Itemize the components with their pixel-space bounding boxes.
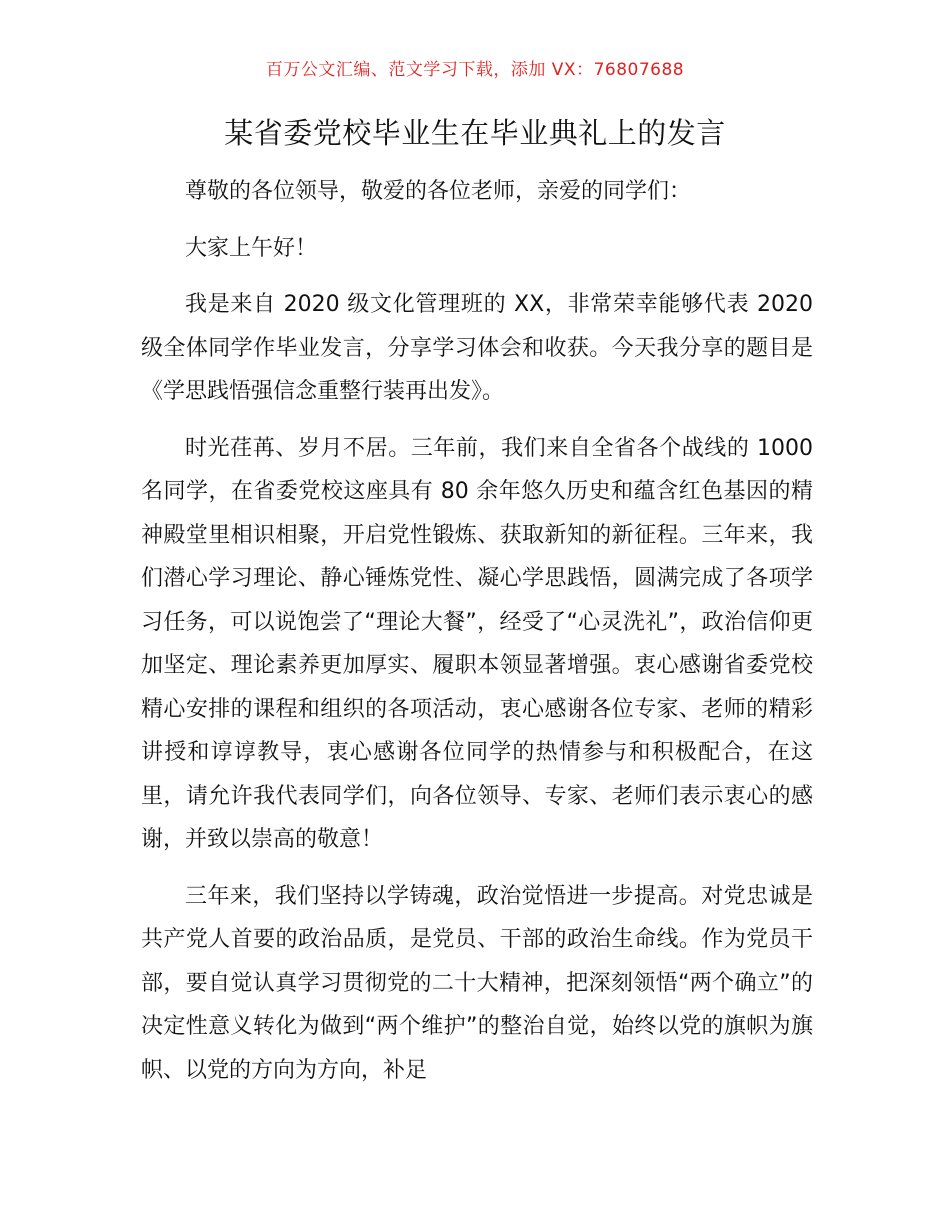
introduction-paragraph: 我是来自 2020 级文化管理班的 XX，非常荣幸能够代表 2020 级全体同学作毕业发言，分享学习体会和收获。今天我分享的题目是《学思践悟强信念重整行装再出发》。: [141, 292, 813, 404]
political-awareness-paragraph: 三年来，我们坚持以学铸魂，政治觉悟进一步提高。对党忠诚是共产党人首要的政治品质，是党员、干部的政治生命线。作为党员干部，要自觉认真学习贯彻党的二十大精神，把深刻领悟“两个确立”的决定性意义转化为做到“两个维护”的整治自觉，始终以党的旗帜为旗帜、以党的方向为方向，补足: [141, 883, 813, 1083]
document-body: [141, 170, 813, 1092]
greeting-paragraph: 大家上午好！: [185, 235, 318, 261]
salutation-paragraph: 尊敬的各位领导，敬爱的各位老师，亲爱的同学们：: [185, 179, 692, 204]
document-title: 某省委党校毕业生在毕业典礼上的发言: [224, 116, 726, 150]
gratitude-paragraph: 时光荏苒、岁月不居。三年前，我们来自全省各个战线的 1000 名同学，在省委党校这座具有 80 余年悠久历史和蕴含红色基因的精神殿堂里相识相聚，开启党性锻炼、获取新知的新征程。三年来，我们潜心学习理论、静心锤炼党性、凝心学思践悟，圆满完成了各项学习任务，可以说饱尝了“理论大餐”，经受了“心灵洗礼”，政治信仰更加坚定、理论素养更加厚实、履职本领显著增强。衷心感谢省委党校精心安排的课程和组织的各项活动，衷心感谢各位专家、老师的精彩讲授和谆谆教导，衷心感谢各位同学的热情参与和积极配合，在这里，请允许我代表同学们，向各位领导、专家、老师们表示衷心的感谢，并致以崇高的敬意！: [141, 435, 813, 852]
header-banner: 百万公文汇编、范文学习下载，添加 VX：76807688: [265, 60, 685, 80]
